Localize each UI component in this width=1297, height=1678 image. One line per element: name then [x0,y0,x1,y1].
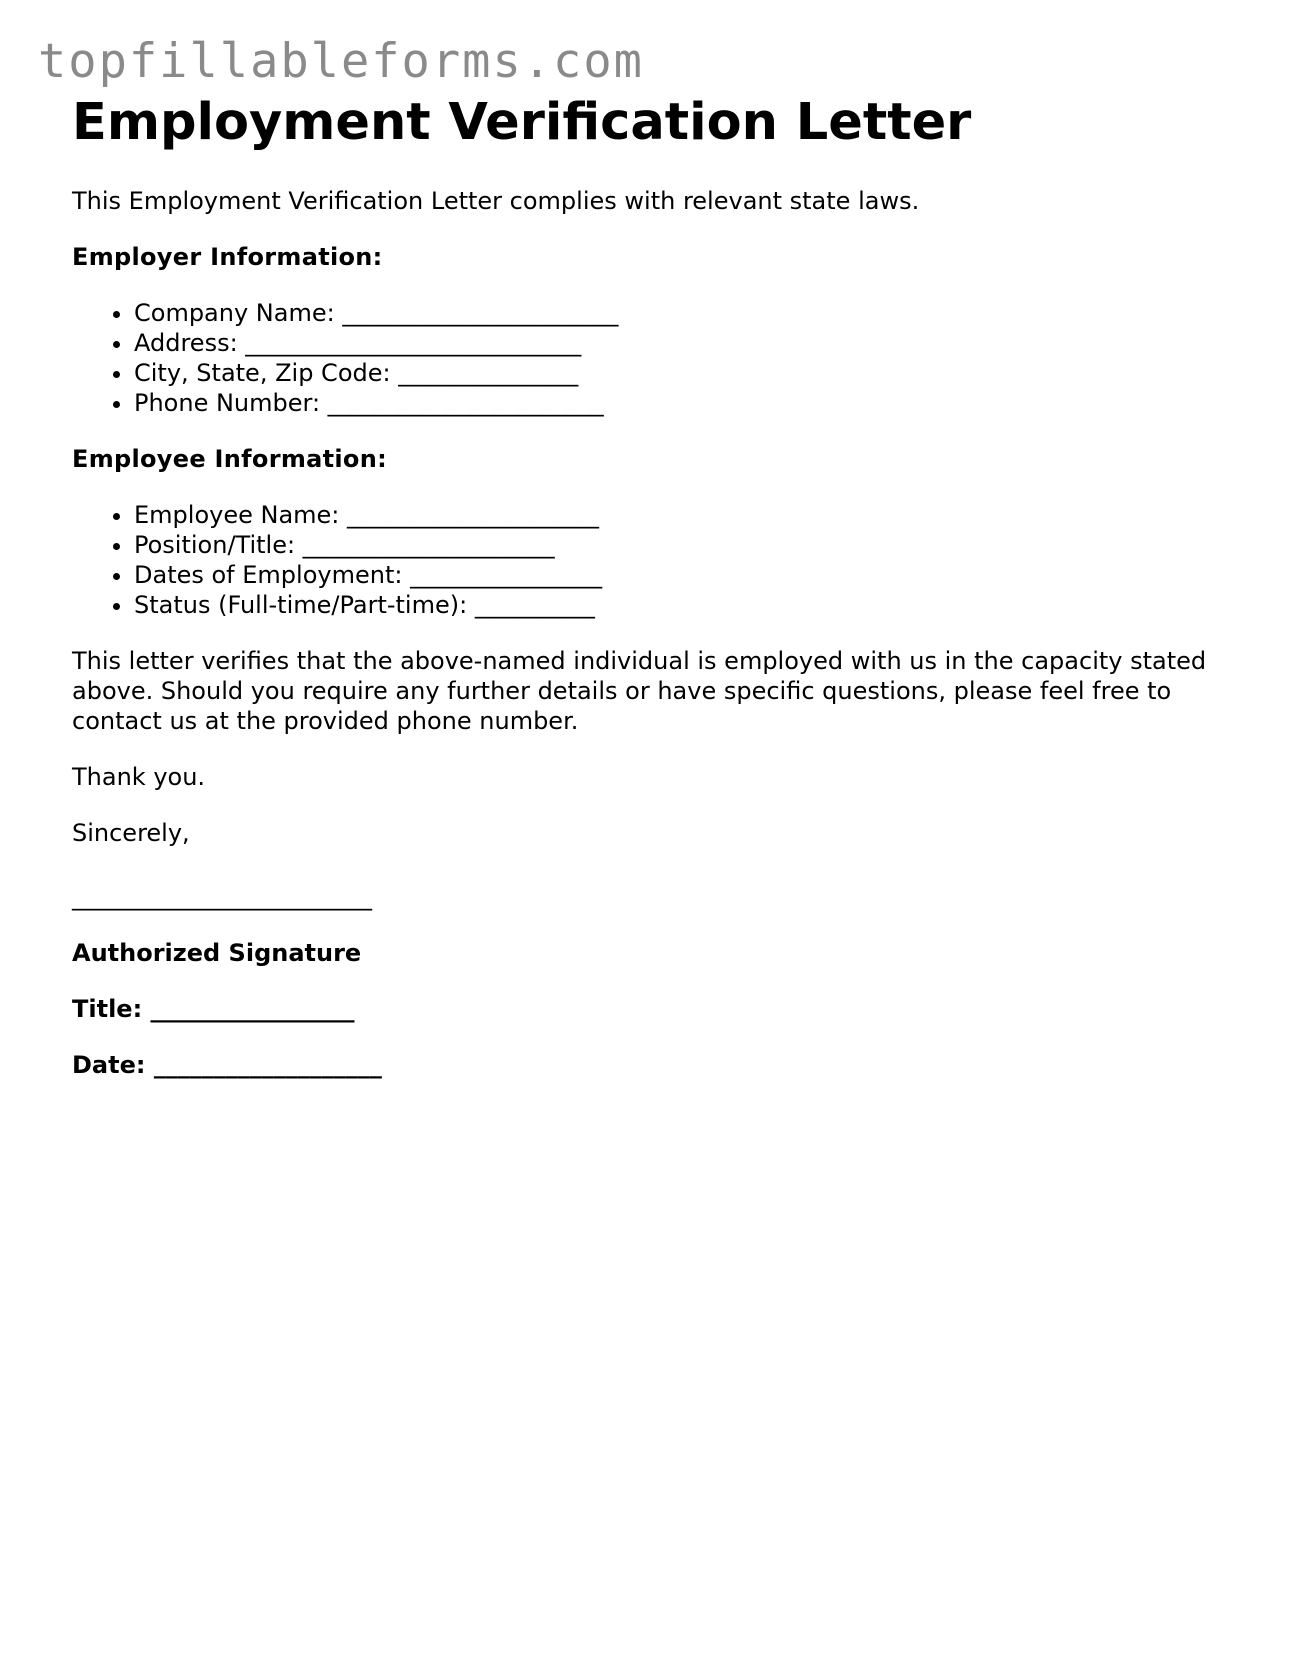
phone-number-field: • Phone Number: _______________________ [134,388,1232,418]
date-field: Date: ___________________ [72,1051,382,1079]
verification-paragraph: This letter verifies that the above-named individual is employed with us in the capacity stated above. Should you require any further details or have specific questions, please feel free to contact us at the provided phone number. [72,647,1207,735]
address-field: • Address: ____________________________ [134,328,1232,358]
status-field: • Status (Full-time/Part-time): __________ [134,590,1232,620]
company-name-field: • Company Name: _______________________ [134,298,1232,328]
title-field: Title: _________________ [72,995,355,1023]
page-title: Employment Verification Letter [72,93,972,152]
position-title-field: • Position/Title: _____________________ [134,530,1232,560]
signature-line: _________________________ [72,883,372,911]
employer-heading: Employer Information: [72,243,383,271]
letter-page [72,92,1232,1080]
employer-fields [72,298,1232,418]
dates-of-employment-field: • Dates of Employment: ________________ [134,560,1232,590]
thanks-text: Thank you. [72,763,206,791]
employee-heading: Employee Information: [72,445,388,473]
signature-label: Authorized Signature [72,939,362,967]
watermark: topfillableforms.com [38,34,644,89]
closing-text: Sincerely, [72,819,190,847]
city-state-zip-field: • City, State, Zip Code: _______________ [134,358,1232,388]
employee-name-field: • Employee Name: _____________________ [134,500,1232,530]
employee-fields [72,500,1232,620]
intro-text: This Employment Verification Letter complies with relevant state laws. [72,187,920,215]
